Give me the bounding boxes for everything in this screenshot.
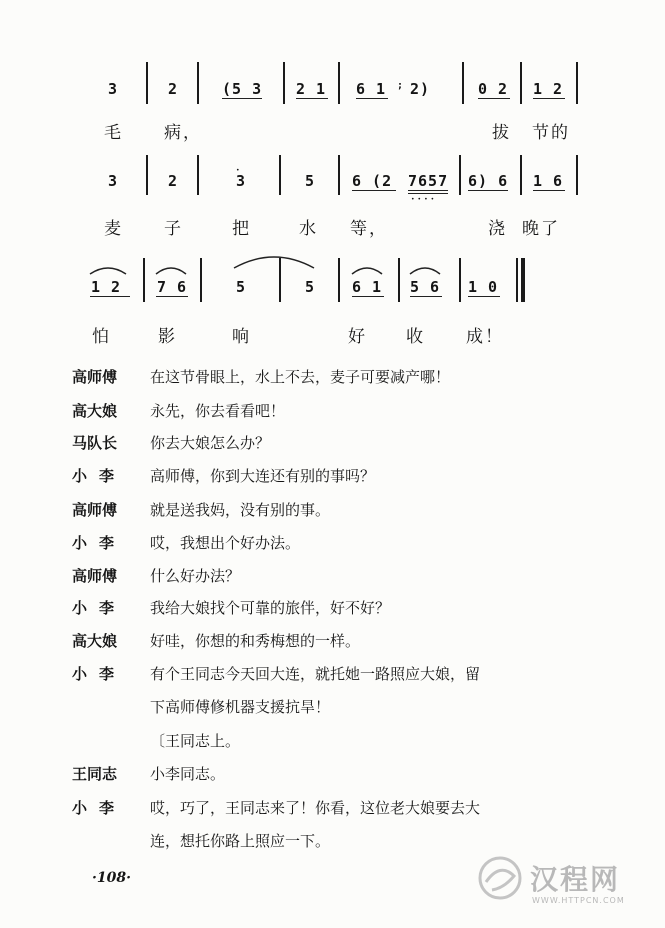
lyric: 收 [406,327,425,347]
dialogue-line: 连，想托你路上照应一下。 [150,832,331,850]
dialogue-line: 什么好办法？ [150,567,241,585]
beam [352,296,384,297]
barline [200,258,202,302]
dialogue-line: 哎，巧了，王同志来了！你看，这位老大娘要去大 [150,799,481,817]
speaker: 小李 [72,467,127,485]
note: 6) 6 [468,172,509,190]
barline [520,155,522,195]
speaker: 高大娘 [72,402,118,420]
dialogue-line: 就是送我妈，没有别的事。 [150,501,331,519]
slur [408,264,442,276]
barline [516,258,518,302]
beam [90,296,130,297]
lyric: 节的 [532,123,570,143]
lyric: 麦 [104,219,123,239]
note: 6 1 [352,278,383,296]
speaker: 小李 [72,665,127,683]
barline [398,258,400,302]
beam [356,98,388,99]
speaker: 小李 [72,799,127,817]
beam [410,296,442,297]
note: 2) [410,80,431,98]
slur [88,264,128,276]
speaker: 高师傅 [72,501,118,519]
speaker: 小李 [72,534,127,552]
note: 2 1 [296,80,327,98]
note: 2 [168,172,179,190]
barline [459,258,461,302]
dialogue-line: 小李同志。 [150,765,226,783]
note: 6 (2 [352,172,393,190]
dialogue-line: 我给大娘找个可靠的旅伴，好不好？ [150,599,391,617]
lyric: 毛 [104,123,123,143]
watermark-logo [474,852,526,904]
speaker: 马队长 [72,434,118,452]
note: 3 [108,80,119,98]
barline [197,155,199,195]
lyric: 等， [350,219,388,239]
note: 5 6 [410,278,441,296]
dialogue-line: 永先，你去看看吧！ [150,402,286,420]
lyric: 把 [232,219,251,239]
dialogue-line: 好哇，你想的和秀梅想的一样。 [150,632,361,650]
note: (5 3 [222,80,263,98]
barline [338,155,340,195]
note: 3 [236,172,247,190]
dialogue-line: 下高师傅修机器支援抗旱！ [150,698,331,716]
speaker: 王同志 [72,765,118,783]
speaker: 高大娘 [72,632,118,650]
slur [154,264,188,276]
watermark-text: 汉程网 [530,863,621,896]
stage-direction: 〔王同志上。 [150,732,241,750]
note: 5 [305,172,316,190]
dialogue-line: 有个王同志今天回大连，就托她一路照应大娘，留 [150,665,481,683]
speaker: 高师傅 [72,368,118,386]
barline [146,62,148,104]
barline [462,62,464,104]
dialogue-line: 你去大娘怎么办？ [150,434,271,452]
note: 7 6 [157,278,188,296]
note: 5 [305,278,316,296]
barline [197,62,199,104]
beam [408,193,448,194]
tie [232,252,316,270]
dialogue-line: 在这节骨眼上，水上不去，麦子可要减产哪！ [150,368,451,386]
barline [143,258,145,302]
barline [283,62,285,104]
barline [459,155,461,195]
beam [478,98,510,99]
lyric: 拔 [492,123,511,143]
beam [156,296,188,297]
lyric: 浇 [488,219,507,239]
final-barline [521,258,525,302]
note: 5 [236,278,247,296]
watermark-url: WWW.HTTPCN.COM [532,896,625,905]
barline [338,62,340,104]
dots-below: •••• [411,196,438,203]
note: 1 0 [468,278,499,296]
note: 6 1 [356,80,387,98]
dot-above: • [236,167,240,174]
speaker: 高师傅 [72,567,118,585]
barline [520,62,522,104]
lyric: 水 [299,219,318,239]
lyric: 响 [232,327,251,347]
lyric: 好 [348,327,367,347]
beam [468,190,508,191]
note: 1 2 [533,80,564,98]
note: 7657 [408,172,449,190]
note: 2 [168,80,179,98]
barline [279,155,281,195]
note: 1 2 [91,278,122,296]
beam [222,98,262,99]
slur [350,264,384,276]
beam [296,98,328,99]
dialogue-line: 哎，我想出个好办法。 [150,534,301,552]
lyric: 病， [164,123,202,143]
beam [352,190,396,191]
lyric: 成！ [466,327,504,347]
barline [576,155,578,195]
lyric: 怕 [92,327,111,347]
note: 3 [108,172,119,190]
page-number: ·108· [92,870,131,886]
beam [533,190,565,191]
barline [576,62,578,104]
note: 1 6 [533,172,564,190]
dialogue-line: 高师傅，你到大连还有别的事吗？ [150,467,376,485]
barline [146,155,148,195]
barline [338,258,340,302]
beam [468,296,500,297]
lyric: 子 [164,219,183,239]
beam [408,190,448,191]
speaker: 小李 [72,599,127,617]
lyric: 晚了 [522,219,560,239]
note: 0 2 [478,80,509,98]
beam [533,98,565,99]
lyric: 影 [158,327,177,347]
